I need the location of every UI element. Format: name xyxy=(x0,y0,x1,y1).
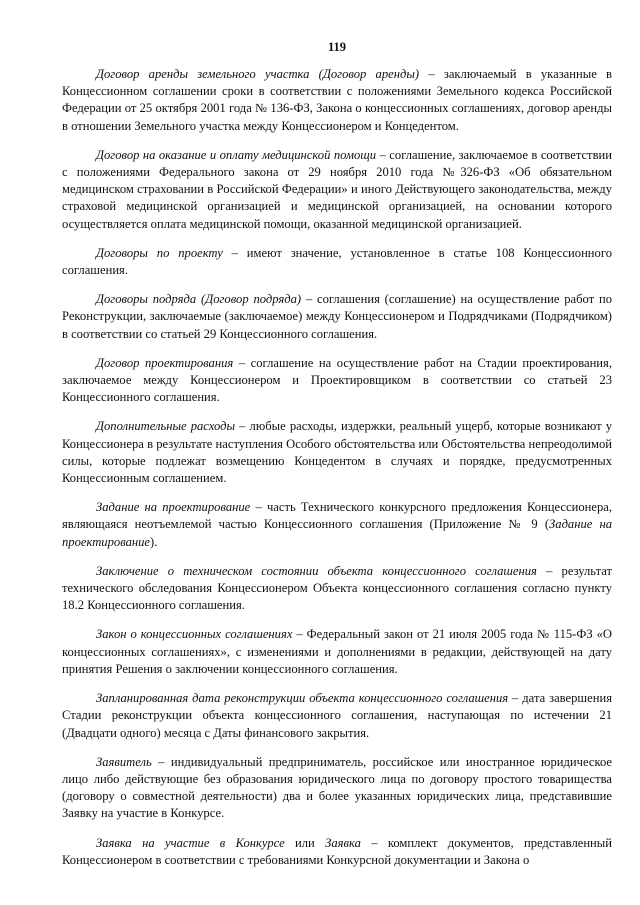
defined-term: Дополнительные расходы xyxy=(96,419,236,434)
definition-text: – часть Технического конкурсного предложения Концессионера, являющаяся неотъемлемой частью Концессионного соглашения (Приложение № 9 ( xyxy=(62,500,612,532)
definition-paragraph xyxy=(62,499,612,551)
definition-paragraph xyxy=(62,245,612,279)
definition-paragraph xyxy=(62,626,612,678)
definition-paragraph xyxy=(62,66,612,135)
definition-paragraph xyxy=(62,690,612,742)
definition-text: – Федеральный закон от 21 июля 2005 года № 115-ФЗ «О концессионных соглашениях», с изменениями и дополнениями в редакции, действующей на дату принятия Решения о заключении концессионного соглашения. xyxy=(62,627,612,676)
definition-paragraph xyxy=(62,835,612,869)
defined-term: Договор на оказание и оплату медицинской помощи xyxy=(96,147,377,162)
defined-term: Задание на проектирование xyxy=(96,500,251,515)
inline-emphasis: Заявка xyxy=(325,835,361,850)
definition-paragraph xyxy=(62,355,612,407)
inline-emphasis: Задание на проектирование xyxy=(62,517,613,549)
definition-text: или xyxy=(284,835,326,850)
defined-term: Заявка на участие в Конкурсе xyxy=(96,835,285,850)
definition-paragraph xyxy=(62,291,612,343)
definition-paragraph xyxy=(62,418,612,487)
defined-term: Договоры по проекту xyxy=(96,245,223,260)
definition-text: – заключаемый в указанные в Концессионном соглашении сроки в соответствии с положениями Земельного кодекса Российской Федерации от 25 октября 2001 года № 136-ФЗ, Закона о концессионных соглашениях, договор аренды в отношении Земельного участка между Концессионером и Концедентом. xyxy=(62,67,612,133)
definition-text: – дата завершения Стадии реконструкции объекта концессионного соглашения, наступающая по истечении 21 (Двадцати одного) месяца с Даты финансового закрытия. xyxy=(62,691,612,740)
definition-tail: ). xyxy=(150,534,158,549)
defined-term: Заявитель xyxy=(96,754,152,769)
definition-text: – соглашение, заключаемое в соответствии с положениями Федерального закона от 29 ноября 2010 года №326-ФЗ «Об обязательном медицинском страховании в Российской Федерации» и иного Действующего законодательства, между страховой медицинской организацией и медицинской организацией, на основании которого осуществляется оплата медицинской помощи, оказанной медицинской организацией. xyxy=(62,147,612,231)
defined-term: Запланированная дата реконструкции объекта концессионного соглашения xyxy=(96,691,509,706)
definition-text: – соглашения (соглашение) на осуществление работ по Реконструкции, заключаемые (заключаемое) между Концессионером и Подрядчиками (Подрядчиком) в соответствии со статьей 29 Концессионного соглашения. xyxy=(62,292,612,341)
page-number: 119 xyxy=(327,40,347,54)
defined-term: Договор аренды земельного участка (Договор аренды) xyxy=(96,67,420,81)
definition-text: – имеют значение, установленное в статье 108 Концессионного соглашения. xyxy=(62,245,612,278)
defined-term: Договоры подряда (Договор подряда) xyxy=(96,292,302,307)
defined-term: Заключение о техническом состоянии объекта концессионного соглашения xyxy=(96,563,537,578)
definition-paragraph xyxy=(62,563,612,615)
defined-term: Закон о концессионных соглашениях xyxy=(96,627,293,642)
definition-paragraph xyxy=(62,754,612,823)
definition-text: – индивидуальный предприниматель, российское или иностранное юридическое лицо либо действующие без образования юридического лица по договору простого товарищества (договору о совместной деятельности) два и более указанных юридических лица, представившие Заявку на участие в Конкурсе. xyxy=(62,754,612,821)
defined-term: Договор проектирования xyxy=(96,355,234,370)
definition-text: – результат технического обследования Концессионером Объекта концессионного соглашения согласно пункту 18.2 Концессионного соглашения. xyxy=(62,563,612,613)
definition-tail: – комплект документов, представленный Концессионером в соответствии с требованиями Конкурсной документации и Закона о xyxy=(62,835,612,867)
definition-paragraph xyxy=(62,147,612,233)
definition-text: – соглашение на осуществление работ на Стадии проектирования, заключаемое между Концессионером и Проектировщиком в соответствии со статьей 23 Концессионного соглашения. xyxy=(62,355,612,405)
definition-text: – любые расходы, издержки, реальный ущерб, которые возникают у Концессионера в результате наступления Особого обстоятельства или Обстоятельства непреодолимой силы, которые подлежат возмещению Концедентом в случаях и порядке, предусмотренных Концессионным соглашением. xyxy=(62,419,612,486)
